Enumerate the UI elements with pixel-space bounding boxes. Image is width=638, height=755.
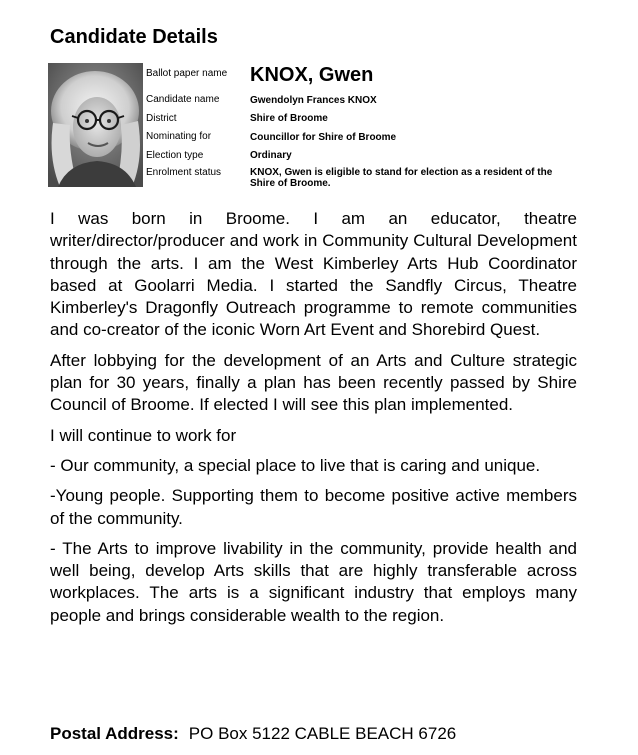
enrolment-value: KNOX, Gwen is eligible to stand for election as a resident of the Shire of Broome. (250, 167, 553, 189)
candidate-statement (50, 208, 577, 635)
election-type-label: Election type (146, 149, 204, 161)
ballot-name-row (146, 63, 576, 87)
postal-address (50, 723, 456, 745)
candidate-name-label: Candidate name (146, 94, 220, 106)
district-label: District (146, 112, 177, 124)
election-type-value: Ordinary (250, 150, 292, 162)
district-row (146, 110, 576, 129)
district-value: Shire of Broome (250, 113, 328, 125)
election-type-row (146, 147, 576, 166)
statement-paragraph-4: - Our community, a special place to live that is caring and unique. (50, 455, 541, 475)
candidate-details-table (146, 63, 576, 189)
enrolment-label: Enrolment status (146, 167, 222, 178)
statement-paragraph-1: I was born in Broome. I am an educator, theatre writer/director/producer and work in Community Cultural Development through the arts. I am the West Kimberley Arts Hub Coordinator based at Goolarri Media. I started the Sandfly Circus, Theatre Kimberley's Dragonfly Outreach programme to remote communities and co-creator of the iconic Worn Art Event and Shorebird Quest. (50, 209, 577, 340)
enrolment-row (146, 167, 576, 189)
nominating-row (146, 128, 576, 147)
page-title: Candidate Details (50, 26, 218, 48)
statement-paragraph-2: After lobbying for the development of an Arts and Culture strategic plan for 30 years, finally a plan has been recently passed by Shire Council of Broome. If elected I will see this plan implemented. (50, 350, 577, 415)
candidate-portrait-photo-icon (48, 63, 143, 187)
postal-address-label: Postal Address: (50, 724, 179, 743)
nominating-value: Councillor for Shire of Broome (250, 131, 397, 143)
statement-paragraph-3: I will continue to work for (50, 425, 237, 445)
nominating-label: Nominating for (146, 131, 212, 143)
ballot-name-label: Ballot paper name (146, 68, 228, 79)
candidate-name-value: Gwendolyn Frances KNOX (250, 94, 377, 106)
statement-paragraph-5: -Young people. Supporting them to become positive active members of the community. (50, 486, 577, 528)
postal-address-value: PO Box 5122 CABLE BEACH 6726 (188, 724, 457, 743)
candidate-name-row (146, 91, 576, 110)
statement-paragraph-6: - The Arts to improve livability in the community, provide health and well being, develop Arts skills that are highly transferable across workplaces. The arts is a significant industry that employs many people and brings considerable wealth to the region. (50, 538, 577, 625)
candidate-photo (48, 63, 143, 187)
ballot-name-value: KNOX, Gwen (250, 64, 374, 86)
